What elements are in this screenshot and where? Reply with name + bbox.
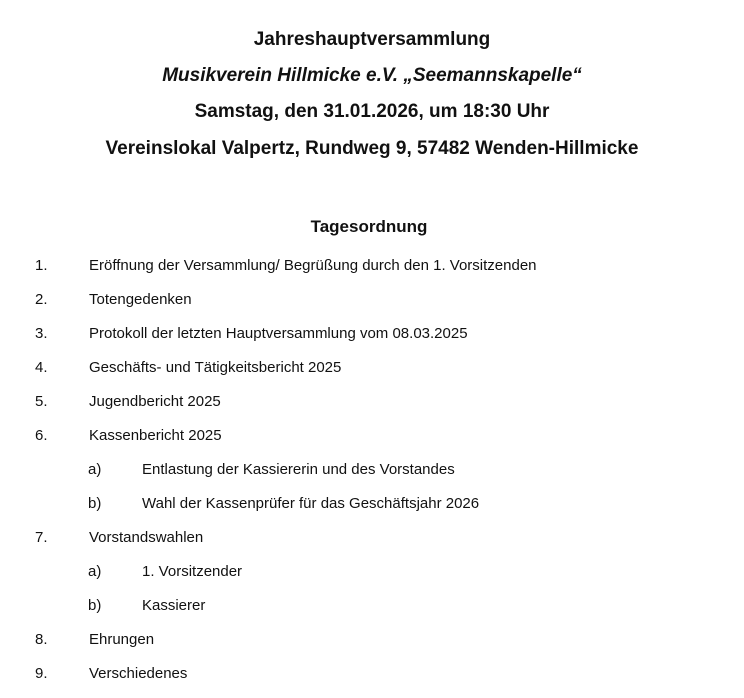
agenda-subitem-6b — [0, 492, 744, 516]
agenda-item-text: Jugendbericht 2025 — [89, 393, 221, 410]
agenda-title: Tagesordnung — [310, 217, 428, 236]
agenda-item-text: Protokoll der letzten Hauptversammlung vom 08.03.2025 — [89, 325, 468, 342]
club-name: Musikverein Hillmicke e.V. „Seemannskapelle“ — [162, 65, 582, 86]
agenda-item-1 — [0, 254, 744, 278]
agenda-item-8 — [0, 628, 744, 652]
agenda-subitem-text: Wahl der Kassenprüfer für das Geschäftsjahr 2026 — [142, 495, 480, 512]
agenda-item-7 — [0, 526, 744, 550]
agenda-item-6 — [0, 424, 744, 448]
agenda-subitem-letter: a) — [88, 563, 102, 580]
agenda-item-text: Vorstandswahlen — [89, 529, 204, 546]
agenda-item-text: Geschäfts- und Tätigkeitsbericht 2025 — [89, 359, 342, 376]
agenda-item-3 — [0, 322, 744, 346]
agenda-item-9 — [0, 662, 744, 686]
agenda-item-text: Totengedenken — [89, 291, 192, 308]
agenda-subitem-letter: b) — [88, 495, 102, 512]
agenda-subitem-letter: b) — [88, 597, 102, 614]
agenda-subitem-7b — [0, 594, 744, 618]
meeting-title: Jahreshauptversammlung — [253, 29, 491, 50]
agenda-item-number: 1. — [35, 257, 48, 274]
agenda-item-2 — [0, 288, 744, 312]
agenda-item-number: 5. — [35, 393, 48, 410]
agenda-item-4 — [0, 356, 744, 380]
agenda-subitem-text: Kassierer — [142, 597, 206, 614]
agenda-item-number: 9. — [35, 665, 48, 682]
agenda-item-number: 3. — [35, 325, 48, 342]
agenda-item-number: 6. — [35, 427, 48, 444]
agenda-item-5 — [0, 390, 744, 414]
agenda-subitem-text: 1. Vorsitzender — [142, 563, 243, 580]
agenda-item-text: Kassenbericht 2025 — [89, 427, 222, 444]
agenda-subitem-text: Entlastung der Kassiererin und des Vorstandes — [142, 461, 455, 478]
agenda-item-text: Eröffnung der Versammlung/ Begrüßung durch den 1. Vorsitzenden — [89, 257, 537, 274]
agenda-item-text: Verschiedenes — [89, 665, 188, 682]
agenda-subitem-letter: a) — [88, 461, 102, 478]
meeting-location: Vereinslokal Valpertz, Rundweg 9, 57482 Wenden-Hillmicke — [105, 138, 639, 159]
agenda-item-number: 2. — [35, 291, 48, 308]
meeting-date: Samstag, den 31.01.2026, um 18:30 Uhr — [194, 101, 550, 122]
agenda-item-number: 7. — [35, 529, 48, 546]
agenda-subitem-7a — [0, 560, 744, 584]
agenda-item-text: Ehrungen — [89, 631, 155, 648]
agenda-item-number: 4. — [35, 359, 48, 376]
agenda-item-number: 8. — [35, 631, 48, 648]
agenda-subitem-6a — [0, 458, 744, 482]
